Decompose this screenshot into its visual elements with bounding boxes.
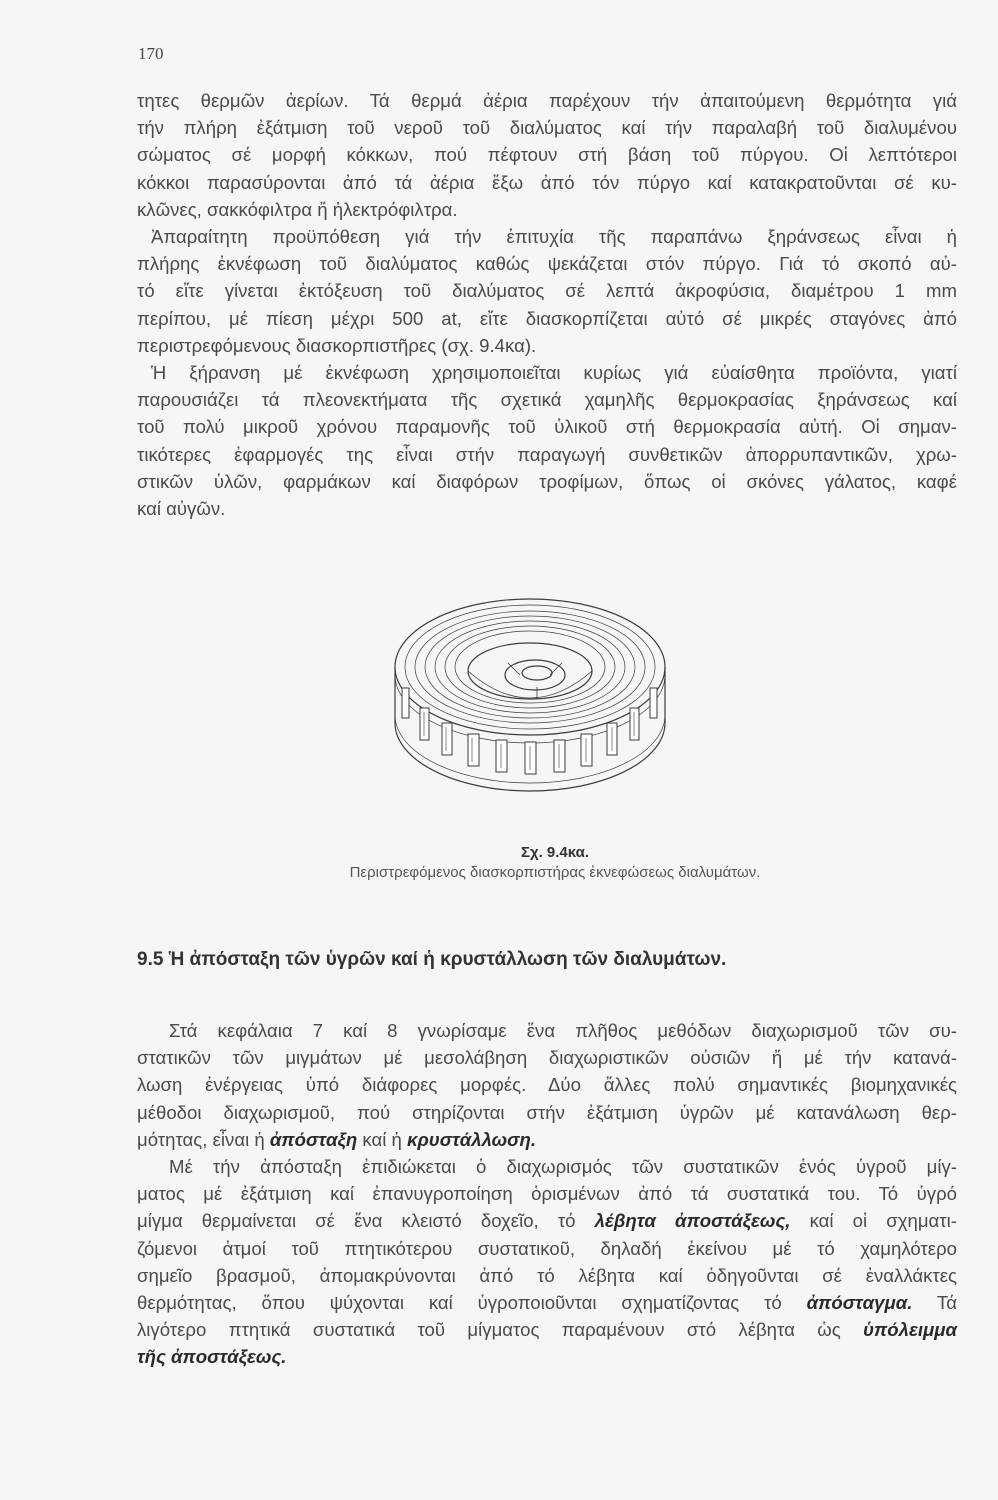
section-heading [137,949,726,971]
text-fragment: θερμότητας, ὅπου ψύχονται καί ὑγροποιοῦνται σχηματίζοντας τό [137,1292,807,1314]
figure-caption: Περιστρεφόμενος διασκορπιστήρας ἐκνεφώσεως διαλυμάτων. [349,864,761,881]
text-line: Στά κεφάλαια 7 καί 8 γνωρίσαμε ἕνα πλῆθος μεθόδων διαχωρισμοῦ τῶν συ- [169,1020,957,1041]
section-title: Ἡ ἀπόσταξη τῶν ὑγρῶν καί ἡ κρυστάλλωση τῶν διαλυμάτων. [168,949,727,970]
paragraph-distillation [137,1153,957,1371]
text-line: περίπου, μέ πίεση μέχρι 500 at, εἴτε διασκορπίζεται αὐτό σέ μικρές σταγόνες ἀπό [137,307,957,329]
text-line: κόκκοι παρασύρονται ἀπό τά ἀέρια ἔξω ἀπό τόν πύργο καί κατακρατοῦνται σέ κυ- [137,171,957,193]
rotary-atomizer-figure [380,575,680,835]
text-line: σώματος σέ μορφή κόκκων, πού πέφτουν στή βάση τοῦ πύργου. Οἱ λεπτότεροι [137,144,957,166]
text-line: περιστρεφόμενους διασκορπιστῆρες (σχ. 9.4κα). [137,334,537,356]
text-line: τό εἴτε γίνεται ἐκτόξευση τοῦ διαλύματος σέ λεπτά ἀκροφύσια, διαμέτρου 1 mm [137,280,957,302]
section-number: 9.5 [137,949,164,970]
text-line: μέθοδοι διαχωρισμοῦ, πού στηρίζονται στήν ἐξάτμιση ὑγρῶν μέ κατανάλωση θερ- [137,1101,957,1123]
text-line: Μέ τήν ἀπόσταξη ἐπιδιώκεται ὁ διαχωρισμός τῶν συστατικῶν ἑνός ὑγροῦ μίγ- [169,1156,957,1178]
text-line: λωση ἐνέργειας ὑπό διάφορες μορφές. Δύο ἄλλες πολύ σημαντικές βιομηχανικές [137,1074,957,1096]
term-distillate: ἀπόσταγμα. [806,1292,913,1314]
text-line: τήν πλήρη ἐξάτμιση τοῦ νεροῦ τοῦ διαλύματος καί τήν παραλαβή τοῦ διαλυμένου [137,117,957,139]
paragraph-applications [137,359,957,522]
text-line [137,1126,957,1153]
text-line: τικότερες ἐφαρμογές της εἶναι στήν παραγωγή συνθετικῶν ἀπορρυπαντικῶν, χρω- [137,443,957,465]
text-line: πλήρης ἐκνέφωση τοῦ διαλύματος καθώς ψεκάζεται στόν πύργο. Γιά τό σκοπό αὐ- [137,253,957,275]
text-line [137,1343,957,1370]
text-line: σημεῖο βρασμοῦ, ἀπομακρύνονται ἀπό τό λέβητα καί ὁδηγοῦνται σέ ἐναλλάκτες [137,1264,957,1286]
paragraph-spray-drying-gases [137,87,957,223]
text-line: κλῶνες, σακκόφιλτρα ἤ ἠλεκτρόφιλτρα. [137,198,458,220]
term-still: λέβητα ἀποστάξεως, [594,1210,791,1232]
rotary-atomizer-drawing [380,575,680,835]
text-line: καί αὐγῶν. [137,498,226,520]
text-fragment: Τά [912,1292,957,1314]
text-line: στικῶν ὑλῶν, φαρμάκων καί διαφόρων τροφίμων, ὅπως οἱ σκόνες γάλατος, καφέ [137,470,957,492]
paragraph-separation-methods [137,1017,957,1153]
term-of-distillation: τῆς ἀποστάξεως. [137,1346,287,1368]
term-distillation: ἀπόσταξη [269,1128,358,1150]
text-line: Ἡ ξήρανση μέ ἐκνέφωση χρησιμοποιεῖται κυρίως γιά εὐαίσθητα προϊόντα, γιατί [151,362,957,384]
text-line: στατικῶν τῶν μιγμάτων μέ μεσολάβηση διαχωριστικῶν οὐσιῶν ἤ μέ τήν κατανά- [137,1047,957,1069]
text-line: ματος μέ ἐξάτμιση καί ἐπανυγροποίηση ὁρισμένων ἀπό τά συστατικά του. Τό ὑγρό [137,1183,957,1205]
text-fragment: καί ἡ [357,1128,407,1150]
text-line: παρουσιάζει τά πλεονεκτήματα τῆς σχετικά χαμηλῆς θερμοκρασίας ξηράνσεως καί [137,389,957,411]
text-line: τοῦ πολύ μικροῦ χρόνου παραμονῆς τοῦ ὑλικοῦ στή θερμοκρασία αὐτή. Οἱ σημαν- [137,416,957,438]
paragraph-atomization [137,223,957,359]
lower-text [137,1017,957,1371]
term-residue: ὑπόλειμμα [863,1319,957,1341]
text-line [137,1207,957,1234]
text-line: Ἀπαραίτητη προϋπόθεση γιά τήν ἐπιτυχία τῆς παραπάνω ξηράνσεως εἶναι ἡ [151,226,957,248]
text-line [137,1316,957,1343]
term-crystallization: κρυστάλλωση. [407,1128,537,1150]
text-line: τητες θερμῶν ἀερίων. Τά θερμά ἀέρια παρέχουν τήν ἀπαιτούμενη θερμότητα γιά [137,90,957,111]
upper-text [137,87,957,522]
text-fragment: μότητας, εἶναι ἡ [137,1128,270,1150]
text-fragment: λιγότερο πτητικά συστατικά τοῦ μίγματος παραμένουν στό λέβητα ὡς [137,1319,864,1341]
text-fragment: μίγμα θερμαίνεται σέ ἕνα κλειστό δοχεῖο, τό [137,1210,595,1232]
figure-number: Σχ. 9.4κα. [520,844,590,861]
page-number: 170 [138,44,164,63]
text-line: ζόμενοι ἀτμοί τοῦ πτητικότερου συστατικοῦ, δηλαδή ἐκείνου μέ τό χαμηλότερο [137,1237,957,1259]
text-fragment: καί οἱ σχηματι- [790,1210,957,1232]
text-line [137,1289,957,1316]
